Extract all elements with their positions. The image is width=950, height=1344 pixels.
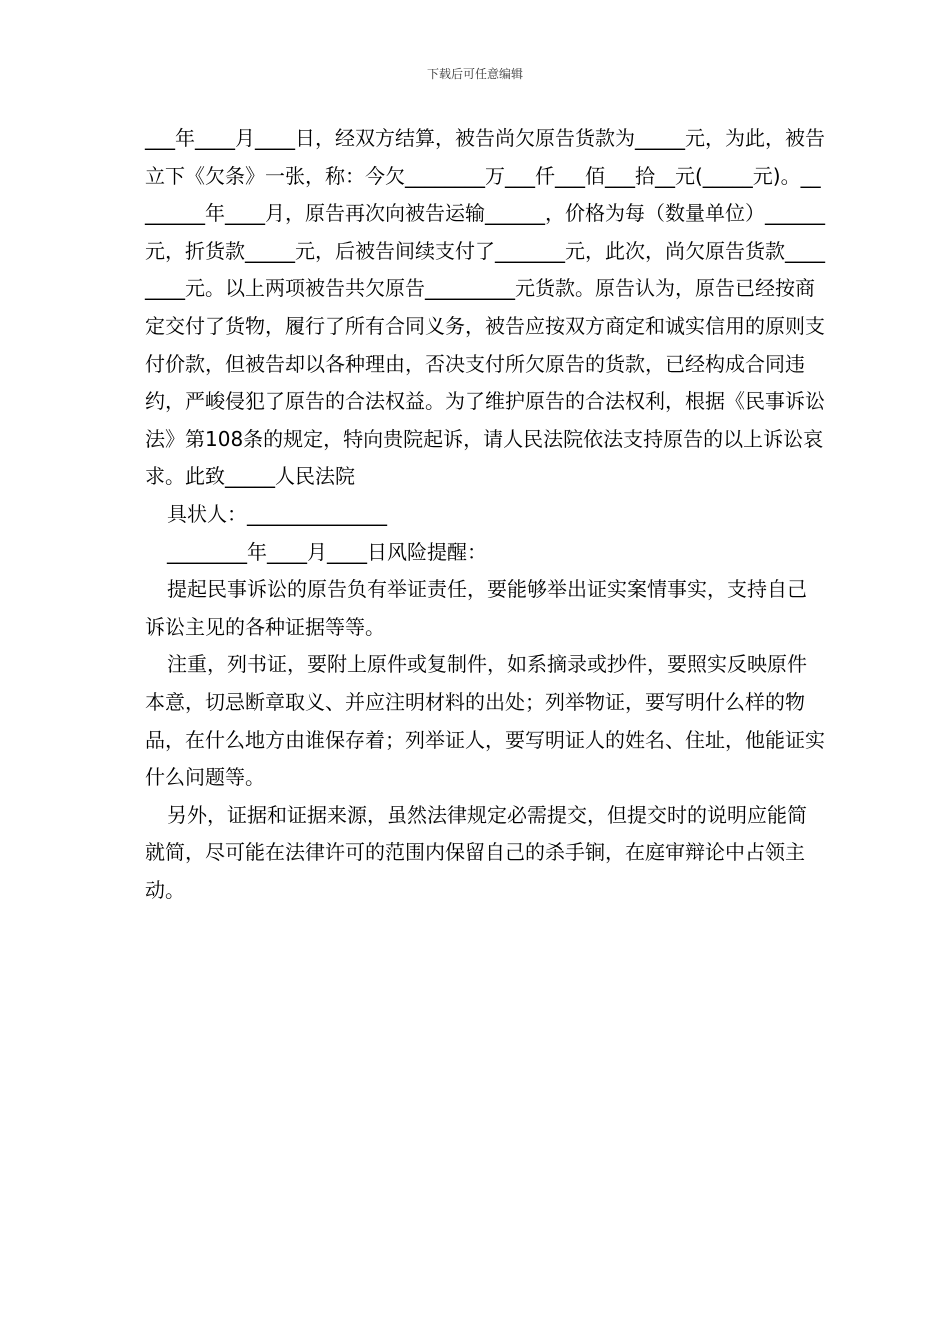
page-header: 下载后可任意编辑 (426, 67, 523, 81)
paragraph-plaintiff-signature: 具状人：______________ (167, 501, 387, 526)
document-body (145, 120, 825, 909)
paragraph-evidence-listing: 注重，列书证，要附上原件或复制件，如系摘录或抄件，要照实反映原件本意，切忌断章取义、并应注明材料的出处；列举物证，要写明什么样的物品，在什么地方由谁保存着；列举证人，要写明证人的姓名、住址，他能证实什么问题等。 (145, 652, 825, 790)
paragraph-date-risk-reminder: ________年____月____日风险提醒： (167, 539, 487, 564)
paragraph-complaint-facts: ___年____月____日，经双方结算，被告尚欠原告货款为_____元，为此，被告立下《欠条》一张，称：今欠________万___仟___佰___拾__元(_____元)。________年____月，原告再次向被告运输______，价格为每（数量单位）______元，折货款_____元，后被告间续支付了_______元，此次，尚欠原告货款________元。以上两项被告共欠原告_________元货款。原告认为，原告已经按商定交付了货物，履行了所有合同义务，被告应按双方商定和诚实信用的原则支付价款，但被告却以各种理由，否决支付所欠原告的货款，已经构成合同违约，严峻侵犯了原告的合法权益。为了维护原告的合法权利，根据《民事诉讼法》第108条的规定，特向贵院起诉，请人民法院依法支持原告的以上诉讼哀求。此致_____人民法院 (145, 126, 825, 489)
paragraph-burden-of-proof: 提起民事诉讼的原告负有举证责任，要能够举出证实案情事实，支持自己诉讼主见的各种证据等等。 (145, 577, 807, 639)
paragraph-evidence-submission: 另外，证据和证据来源，虽然法律规定必需提交，但提交时的说明应能简就简，尽可能在法律许可的范围内保留自己的杀手锏，在庭审辩论中占领主动。 (145, 802, 807, 902)
